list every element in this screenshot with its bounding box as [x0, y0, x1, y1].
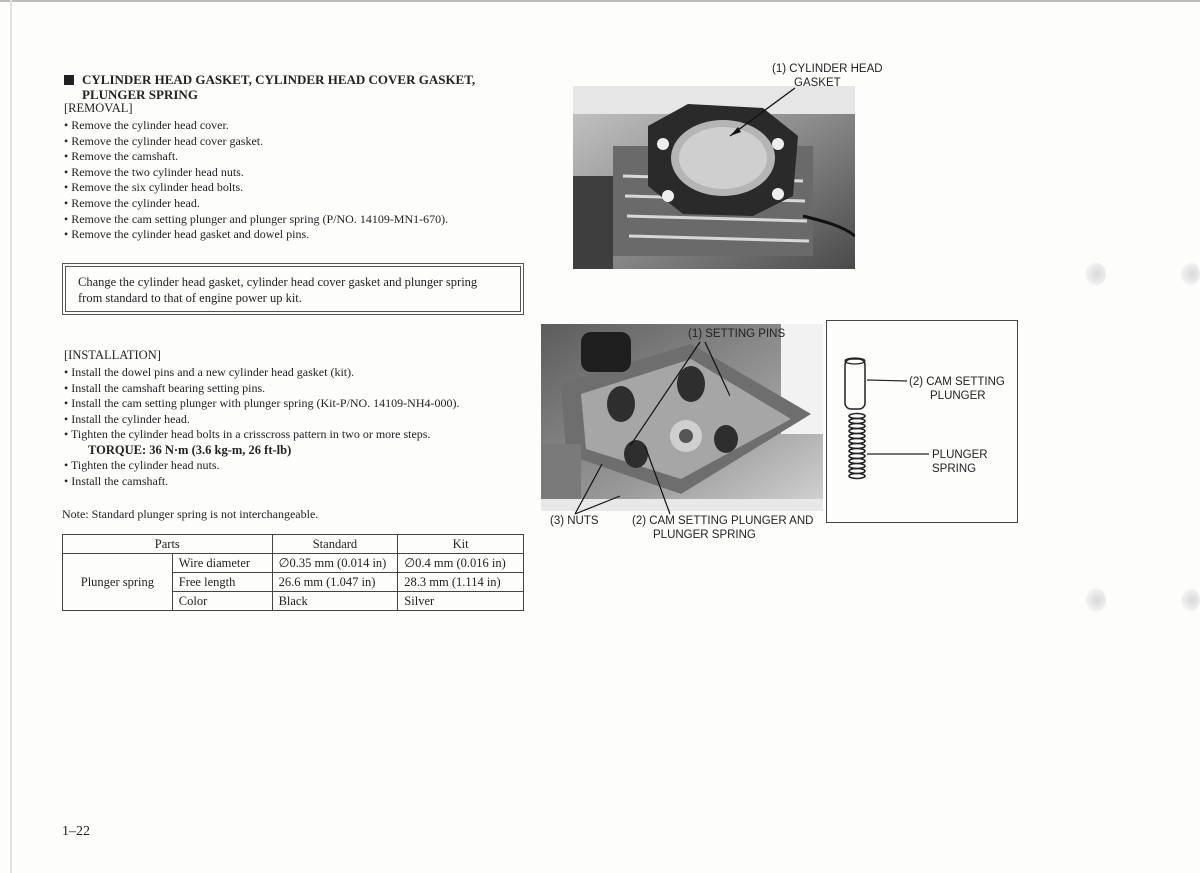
square-bullet-icon — [64, 75, 74, 85]
kit-cell: 28.3 mm (1.114 in) — [398, 573, 524, 592]
diagram-spring-label — [932, 448, 988, 476]
installation-step: • Install the dowel pins and a new cylinder head gasket (kit). — [64, 365, 459, 381]
installation-step: • Tighten the cylinder head bolts in a crisscross pattern in two or more steps. — [64, 427, 459, 443]
table-row — [63, 554, 524, 573]
binder-hole — [1180, 588, 1200, 612]
title-line1: CYLINDER HEAD GASKET, CYLINDER HEAD COVER GASKET, — [82, 72, 476, 87]
installation-step: • Install the cylinder head. — [64, 412, 459, 428]
torque-spec: TORQUE: 36 N·m (3.6 kg-m, 26 ft-lb) — [88, 443, 292, 457]
page-top-edge — [0, 0, 1200, 2]
section-title — [64, 72, 504, 102]
change-note-box — [62, 263, 524, 315]
removal-step: • Remove the cam setting plunger and plunger spring (P/NO. 14109-MN1-670). — [64, 212, 448, 228]
change-note-line2: from standard to that of engine power up kit. — [78, 291, 302, 305]
standard-cell: Black — [272, 592, 398, 611]
binder-hole — [1084, 588, 1106, 612]
installation-step: • Install the cam setting plunger with plunger spring (Kit-P/NO. 14109-NH4-000). — [64, 396, 459, 412]
plunger-spring-diagram — [826, 320, 1018, 523]
nuts-label: (3) NUTS — [550, 515, 599, 527]
title-line2: PLUNGER SPRING — [82, 87, 198, 102]
item-cell: Wire diameter — [172, 554, 272, 573]
header-parts: Parts — [63, 535, 273, 554]
diagram-plunger-label-line1: (2) CAM SETTING — [909, 376, 1005, 388]
binder-hole — [1180, 262, 1200, 286]
spring-coils — [849, 414, 865, 479]
item-cell: Free length — [172, 573, 272, 592]
removal-step: • Remove the six cylinder head bolts. — [64, 180, 448, 196]
setting-pins-label: (1) SETTING PINS — [688, 328, 786, 340]
removal-step: • Remove the cylinder head. — [64, 196, 448, 212]
gasket-label — [772, 62, 883, 90]
part-name-cell: Plunger spring — [63, 554, 173, 611]
standard-cell: 26.6 mm (1.047 in) — [272, 573, 398, 592]
header-standard: Standard — [272, 535, 398, 554]
change-note-line1: Change the cylinder head gasket, cylinder head cover gasket and plunger spring — [78, 275, 478, 289]
removal-step: • Remove the cylinder head gasket and dowel pins. — [64, 227, 448, 243]
standard-cell: ∅0.35 mm (0.014 in) — [272, 554, 398, 573]
removal-step: • Remove the camshaft. — [64, 149, 448, 165]
installation-steps — [64, 365, 459, 443]
plunger-spring-table — [62, 534, 524, 611]
removal-step: • Remove the cylinder head cover. — [64, 118, 448, 134]
diagram-spring-label-line2: SPRING — [932, 463, 977, 475]
removal-steps — [64, 118, 448, 243]
installation-step: • Install the camshaft. — [64, 474, 220, 490]
gasket-label-line2: GASKET — [794, 77, 841, 89]
plunger-spring-drawing — [827, 321, 1017, 522]
installation-steps-after — [64, 458, 220, 489]
diagram-plunger-label-line2: PLUNGER — [930, 390, 986, 402]
header-kit: Kit — [398, 535, 524, 554]
page-number: 1–22 — [62, 824, 90, 839]
binder-hole — [1084, 262, 1106, 286]
plunger-leader — [867, 380, 907, 381]
cam-plunger-photo-label-line1: (2) CAM SETTING PLUNGER AND — [632, 515, 814, 527]
diagram-plunger-label — [909, 375, 1005, 403]
gasket-label-line1: (1) CYLINDER HEAD — [772, 63, 883, 75]
installation-heading: [INSTALLATION] — [64, 348, 161, 362]
kit-cell: ∅0.4 mm (0.016 in) — [398, 554, 524, 573]
diagram-spring-label-line1: PLUNGER — [932, 449, 988, 461]
removal-step: • Remove the two cylinder head nuts. — [64, 165, 448, 181]
cam-plunger-photo-label-line2: PLUNGER SPRING — [653, 529, 756, 541]
removal-step: • Remove the cylinder head cover gasket. — [64, 134, 448, 150]
cam-plunger-photo-label — [632, 514, 813, 542]
kit-cell: Silver — [398, 592, 524, 611]
installation-step: • Install the camshaft bearing setting pins. — [64, 381, 459, 397]
item-cell: Color — [172, 592, 272, 611]
photo2-leader-lines — [550, 336, 730, 526]
installation-step: • Tighten the cylinder head nuts. — [64, 458, 220, 474]
table-header-row — [63, 535, 524, 554]
interchangeable-note: Note: Standard plunger spring is not interchangeable. — [62, 507, 319, 521]
plunger-shape — [845, 359, 865, 409]
removal-heading: [REMOVAL] — [64, 101, 133, 115]
gasket-leader-line — [700, 84, 810, 154]
page-left-edge — [10, 0, 12, 873]
